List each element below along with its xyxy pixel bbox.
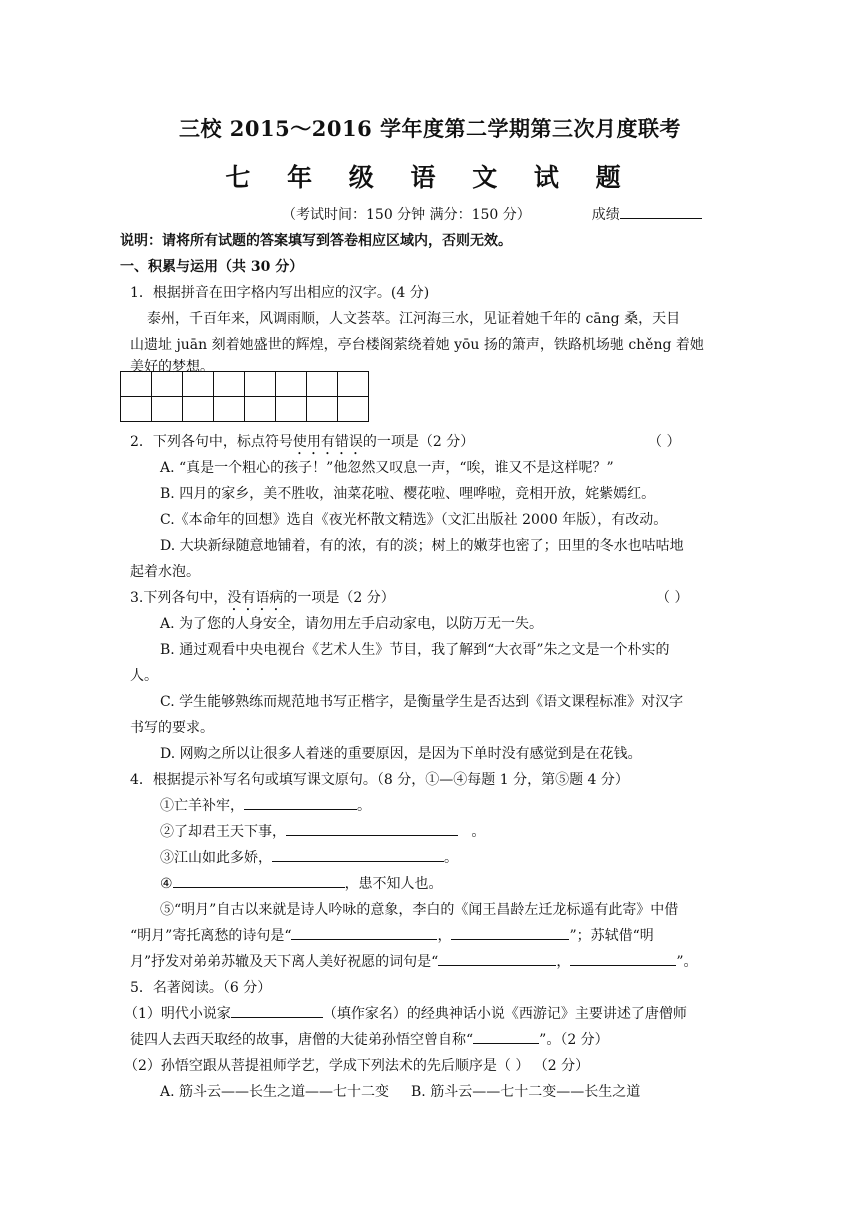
grid-cell[interactable] — [121, 372, 152, 397]
fill-blank[interactable] — [272, 847, 444, 862]
grid-cell[interactable] — [338, 397, 369, 422]
q1-passage-line: 泰州，千百年来，风调雨顺，人文荟萃。江河海三水，见证着她千年的 cāng 桑，天目 — [147, 311, 681, 327]
q5-stem: 5．名著阅读。（6 分） — [130, 980, 272, 996]
q2-option-d-cont: 起着水泡。 — [130, 564, 200, 580]
q5-option-a: A. 筋斗云——长生之道——七十二变 — [160, 1084, 390, 1100]
fill-blank[interactable] — [231, 1003, 323, 1018]
grid-cell[interactable] — [183, 397, 214, 422]
grid-cell[interactable] — [338, 372, 369, 397]
fill-blank[interactable] — [438, 951, 556, 966]
q4-item-5-line2: “明月”寄托离愁的诗句是“ ， ”；苏轼借“明 — [130, 925, 654, 945]
q3-answer-paren[interactable]: （ ） — [656, 590, 689, 606]
q4-item-4: ④ ，患不知人也。 — [160, 873, 443, 893]
q3-option-b-cont: 人。 — [130, 668, 158, 684]
grid-cell[interactable] — [214, 397, 245, 422]
grid-cell[interactable] — [276, 372, 307, 397]
q5-options — [160, 1081, 640, 1101]
q4-item-3: ③江山如此多娇， 。 — [160, 847, 458, 867]
score-label: 成绩 — [591, 207, 620, 223]
q3-option-c-cont: 书写的要求。 — [130, 720, 214, 736]
q1-stem: 1．根据拼音在田字格内写出相应的汉字。(4 分) — [130, 285, 430, 301]
fill-blank[interactable] — [173, 873, 345, 888]
q4-item-1: ①亡羊补牢， 。 — [160, 795, 371, 815]
fill-blank[interactable] — [244, 795, 357, 810]
grid-cell[interactable] — [121, 397, 152, 422]
exam-info: （考试时间：150 分钟 满分：150 分） 成绩 — [282, 204, 702, 224]
grid-cell[interactable] — [307, 397, 338, 422]
q3-option-c: C. 学生能够熟练而规范地书写正楷字，是衡量学生是否达到《语文课程标准》对汉字 — [160, 694, 684, 710]
fill-blank[interactable] — [291, 925, 437, 940]
q3-stem: 3.下列各句中，没有语病的一项是（2 分） — [130, 590, 395, 606]
q4-item-5-line3: 月”抒发对弟弟苏辙及天下离人美好祝愿的词句是“ ， ”。 — [130, 951, 698, 971]
fill-blank[interactable] — [570, 951, 676, 966]
q2-option-d: D. 大块新绿随意地铺着，有的浓，有的淡；树上的嫩芽也密了；田里的冬水也咕咕地 — [160, 538, 684, 554]
q3-option-b: B. 通过观看中央电视台《艺术人生》节目，我了解到“大衣哥”朱之文是一个朴实的 — [160, 642, 670, 658]
exam-title: 三校 2015～2016 学年度第二学期第三次月度联考 — [178, 116, 681, 141]
q4-item-2: ②了却君王天下事， 。 — [160, 821, 485, 841]
grid-cell[interactable] — [183, 372, 214, 397]
grid-cell[interactable] — [276, 397, 307, 422]
fill-blank[interactable] — [286, 821, 458, 836]
q2-option-b: B. 四月的家乡，美不胜收，油菜花啦、樱花啦、哩哗啦，竞相开放，姹紫嫣红。 — [160, 486, 656, 502]
q5-part-1: （1）明代小说家 （填作家名）的经典神话小说《西游记》主要讲述了唐僧师 — [124, 1003, 687, 1023]
q1-passage-line: 山遗址 juān 刻着她盛世的辉煌，亭台楼阁萦绕着她 yōu 扬的箫声，铁路机场驰 chěng 着她 — [130, 337, 704, 353]
fill-blank[interactable] — [451, 925, 569, 940]
section-heading: 一、积累与运用（共 30 分） — [120, 259, 304, 275]
q2-option-c: C.《本命年的回想》选自《夜光杯散文精选》（文汇出版社 2000 年版），有改动。 — [160, 512, 668, 528]
q4-stem: 4．根据提示补写名句或填写课文原句。（8 分，①—④每题 1 分，第⑤题 4 分） — [130, 772, 629, 788]
q3-option-d: D. 网购之所以让很多人着迷的重要原因，是因为下单时没有感觉到是在花钱。 — [160, 746, 642, 762]
q5-option-b: B. 筋斗云——七十二变——长生之道 — [411, 1084, 641, 1100]
grid-cell[interactable] — [245, 397, 276, 422]
q5-part-2: （2）孙悟空跟从菩提祖师学艺，学成下列法术的先后顺序是（ ） （2 分） — [124, 1058, 590, 1074]
grid-cell[interactable] — [152, 372, 183, 397]
q4-item-5: ⑤“明月”自古以来就是诗人吟咏的意象，李白的《闻王昌龄左迁龙标遥有此寄》中借 — [160, 902, 679, 918]
grid-cell[interactable] — [214, 372, 245, 397]
grid-cell[interactable] — [245, 372, 276, 397]
q5-part-1-cont: 徒四人去西天取经的故事，唐僧的大徒弟孙悟空曾自称“ ”。（2 分） — [130, 1029, 609, 1049]
score-blank[interactable] — [620, 204, 702, 219]
q1-passage-line: 美好的梦想。 — [130, 359, 214, 375]
fill-blank[interactable] — [473, 1029, 539, 1044]
exam-subtitle: 七 年 级 语 文 试 题 — [225, 163, 635, 192]
grid-cell[interactable] — [307, 372, 338, 397]
q2-answer-paren[interactable]: （ ） — [648, 434, 681, 450]
q2-stem: 2．下列各句中，标点符号使用有错误的一项是（2 分） — [130, 434, 475, 450]
instruction: 说明：请将所有试题的答案填写到答卷相应区域内，否则无效。 — [120, 233, 512, 249]
answer-grid[interactable] — [120, 371, 369, 422]
q2-option-a: A. “真是一个粗心的孩子！”他忽然又叹息一声，“唉，谁又不是这样呢？” — [160, 460, 614, 476]
grid-cell[interactable] — [152, 397, 183, 422]
q3-option-a: A. 为了您的人身安全，请勿用左手启动家电，以防万无一失。 — [160, 616, 544, 632]
